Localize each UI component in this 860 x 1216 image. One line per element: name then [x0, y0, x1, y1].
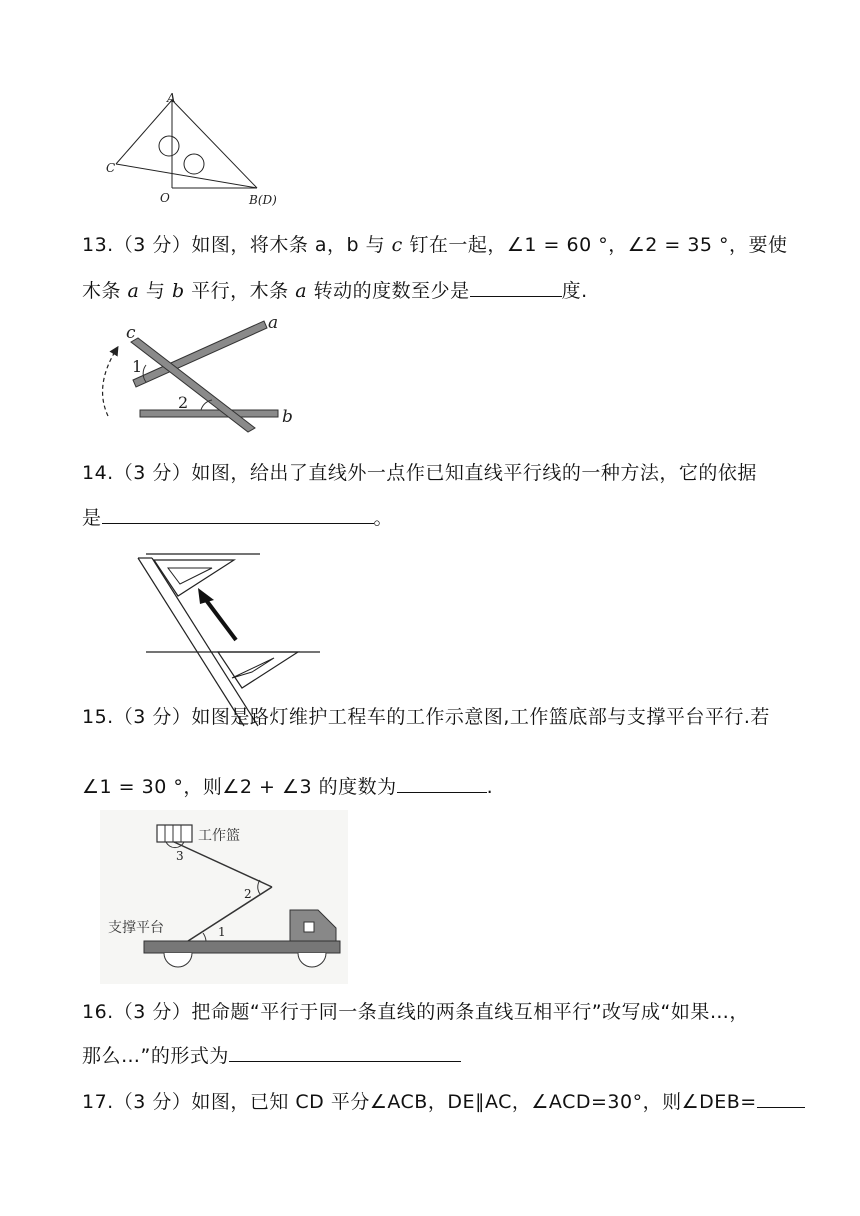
q16-line2: 那么…”的形式为 [82, 1044, 461, 1068]
label-A: A [167, 91, 176, 105]
q14-line2: 是 。 [82, 507, 394, 529]
label-angle-1: 1 [132, 357, 143, 376]
q16-line1: 16.（3 分）把命题“平行于同一条直线的两条直线互相平行”改写成“如果…， [82, 1001, 749, 1023]
triangle-ruler-figure [100, 91, 277, 210]
q14-line1: 14.（3 分）如图，给出了直线外一点作已知直线平行线的一种方法，它的依据 [82, 462, 757, 484]
label-angle-2: 2 [178, 393, 189, 412]
q15-line1: 15.（3 分）如图是路灯维护工程车的工作示意图,工作篮底部与支撑平台平行.若 [82, 706, 770, 728]
q17-line1: 17.（3 分）如图，已知 CD 平分∠ACB，DE∥AC，∠ACD=30°，则∠DEB= [82, 1090, 805, 1114]
label-b: b [282, 407, 293, 427]
label-angle-3: 3 [176, 849, 184, 863]
truck-figure [100, 810, 348, 984]
answer-blank-15[interactable] [397, 790, 487, 793]
answer-blank-14[interactable] [102, 521, 374, 524]
label-O: O [160, 191, 170, 205]
set-square-figure [134, 548, 328, 730]
q13-line2: 木条 a 与 b 平行，木条 a 转动的度数至少是 度. [82, 280, 588, 302]
label-BD: B(D) [249, 193, 277, 207]
label-C: C [106, 161, 116, 175]
q15-line2: ∠1 = 30 °，则∠2 + ∠3 的度数为 . [82, 776, 494, 798]
sticks-figure [94, 313, 304, 438]
label-c: c [126, 323, 136, 343]
answer-blank-13[interactable] [470, 294, 562, 297]
answer-blank-17[interactable] [757, 1105, 805, 1108]
label-angle-1b: 1 [218, 925, 226, 939]
q13-line1: 13.（3 分）如图，将木条 a，b 与 c 钉在一起，∠1 = 60 °，∠2 = 35 °，要使 [82, 234, 788, 256]
label-basket: 工作篮 [198, 828, 240, 844]
label-angle-2b: 2 [244, 887, 252, 901]
label-a: a [268, 313, 279, 333]
label-platform: 支撑平台 [108, 920, 164, 936]
answer-blank-16[interactable] [229, 1059, 461, 1062]
